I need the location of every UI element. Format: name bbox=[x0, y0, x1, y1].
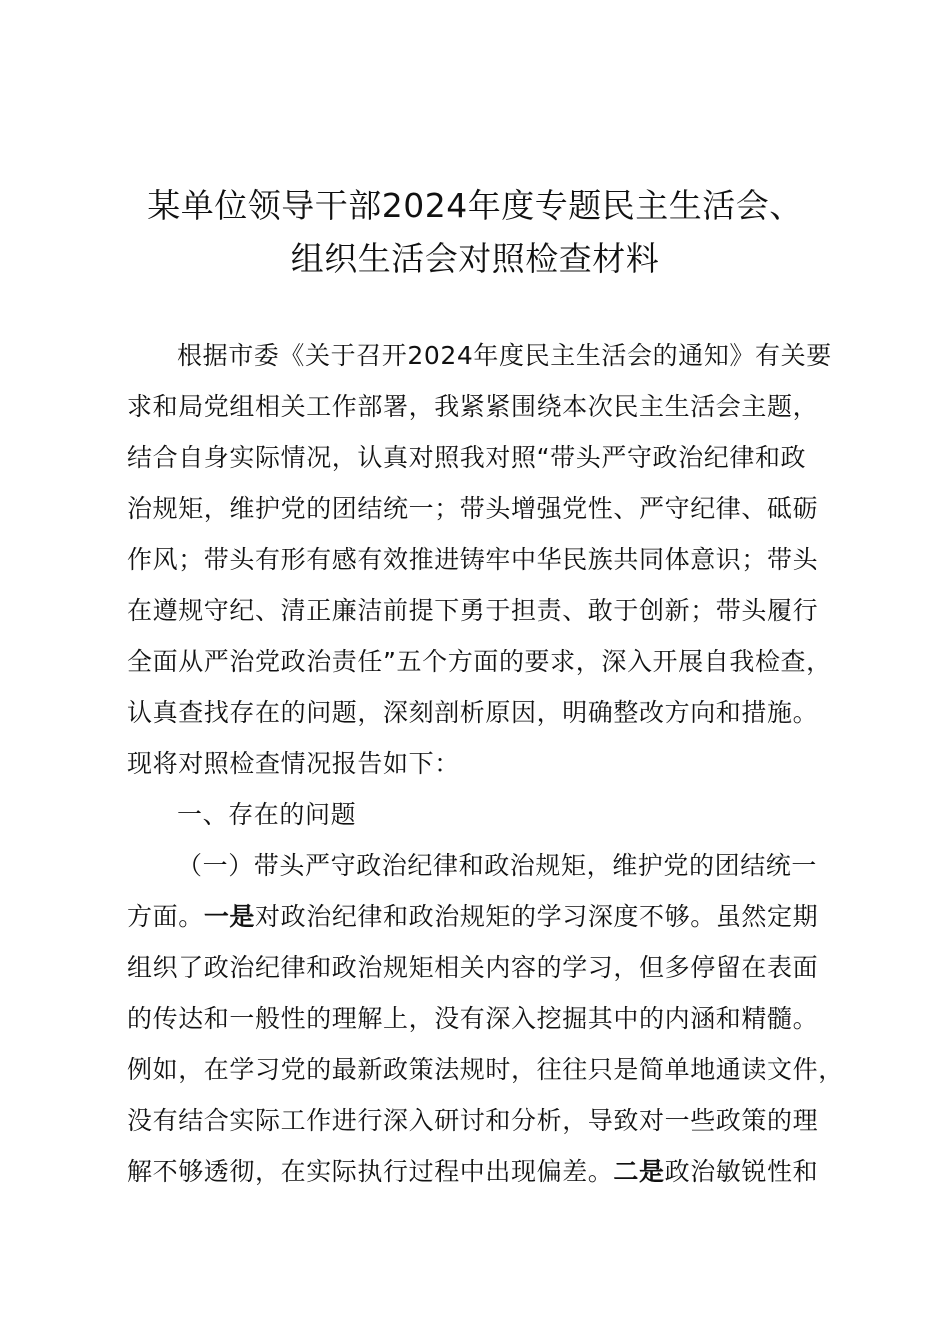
paragraph-line: 根据市委《关于召开2024年度民主生活会的通知》有关要 bbox=[177, 341, 832, 370]
paragraph-line: 没有结合实际工作进行深入研讨和分析，导致对一些政策的理 bbox=[127, 1106, 819, 1135]
document-title-line-1: 某单位领导干部2024年度专题民主生活会、 bbox=[147, 186, 803, 225]
paragraph-line: 认真查找存在的问题，深刻剖析原因，明确整改方向和措施。 bbox=[127, 698, 819, 727]
paragraph-line: 的传达和一般性的理解上，没有深入挖掘其中的内涵和精髓。 bbox=[127, 1004, 819, 1033]
subsection-heading-line: （一）带头严守政治纪律和政治规矩，维护党的团结统一 bbox=[177, 851, 818, 880]
paragraph-line: 组织了政治纪律和政治规矩相关内容的学习，但多停留在表面 bbox=[127, 953, 819, 982]
bold-marker: 二是 bbox=[613, 1157, 665, 1186]
paragraph-line: 作风；带头有形有感有效推进铸牢中华民族共同体意识；带头 bbox=[127, 545, 819, 574]
paragraph-line: 全面从严治党政治责任”五个方面的要求，深入开展自我检查， bbox=[127, 647, 832, 676]
paragraph-line: 例如，在学习党的最新政策法规时，往往只是简单地通读文件， bbox=[127, 1055, 844, 1084]
document-title-line-2: 组织生活会对照检查材料 bbox=[290, 239, 660, 278]
paragraph-line: 治规矩，维护党的团结统一；带头增强党性、严守纪律、砥砺 bbox=[127, 494, 819, 523]
paragraph-line: 方面。一是对政治纪律和政治规矩的学习深度不够。虽然定期 bbox=[127, 902, 819, 931]
paragraph-line: 现将对照检查情况报告如下： bbox=[127, 749, 460, 778]
bold-marker: 一是 bbox=[203, 902, 256, 931]
paragraph-line: 结合自身实际情况，认真对照我对照“带头严守政治纪律和政 bbox=[127, 443, 807, 472]
paragraph-line: 求和局党组相关工作部署，我紧紧围绕本次民主生活会主题， bbox=[127, 392, 819, 421]
section-heading: 一、存在的问题 bbox=[177, 800, 357, 829]
paragraph-line: 解不够透彻，在实际执行过程中出现偏差。二是政治敏锐性和 bbox=[127, 1157, 819, 1186]
paragraph-line: 在遵规守纪、清正廉洁前提下勇于担责、敢于创新；带头履行 bbox=[127, 596, 819, 625]
